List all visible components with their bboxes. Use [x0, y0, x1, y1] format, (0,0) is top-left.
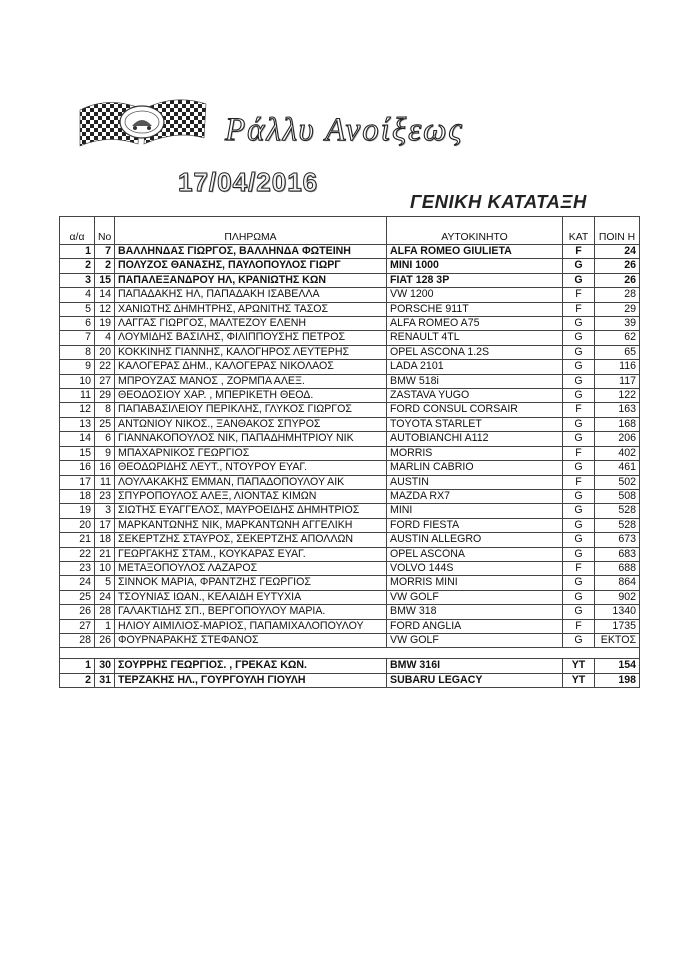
- category-cell: F: [563, 288, 595, 302]
- car-number-cell: 19: [95, 317, 115, 331]
- penalty-cell: 116: [595, 360, 640, 374]
- position-cell: 3: [60, 273, 95, 287]
- penalty-cell: 528: [595, 518, 640, 532]
- car-number-cell: 12: [95, 302, 115, 316]
- table-row: [60, 590, 640, 604]
- car-number-cell: 16: [95, 461, 115, 475]
- position-cell: 21: [60, 533, 95, 547]
- table-row: [60, 446, 640, 460]
- car-number-cell: 14: [95, 288, 115, 302]
- car-number-cell: 20: [95, 345, 115, 359]
- crew-names-cell: ΓΕΩΡΓΑΚΗΣ ΣΤΑΜ., ΚΟΥΚΑΡΑΣ ΕΥΑΓ.: [115, 547, 387, 561]
- crew-names-cell: ΣΕΚΕΡΤΖΗΣ ΣΤΑΥΡΟΣ, ΣΕΚΕΡΤΖΗΣ ΑΠΟΛΛΩΝ: [115, 533, 387, 547]
- crew-names-cell: ΜΠΡΟΥΖΑΣ ΜΑΝΟΣ , ΖΟΡΜΠΑ ΑΛΕΞ.: [115, 374, 387, 388]
- position-cell: 25: [60, 590, 95, 604]
- car-number-cell: 2: [95, 259, 115, 273]
- position-cell: 22: [60, 547, 95, 561]
- header-crew: ΠΛΗΡΩΜΑ: [115, 217, 387, 245]
- penalty-cell: 683: [595, 547, 640, 561]
- car-model-cell: BMW 318: [387, 605, 563, 619]
- position-cell: 6: [60, 317, 95, 331]
- car-model-cell: AUSTIN: [387, 475, 563, 489]
- car-model-cell: VOLVO 144S: [387, 561, 563, 575]
- category-cell: G: [563, 317, 595, 331]
- position-cell: 12: [60, 403, 95, 417]
- category-cell: G: [563, 417, 595, 431]
- car-number-cell: 17: [95, 518, 115, 532]
- position-cell: 15: [60, 446, 95, 460]
- crew-names-cell: ΚΟΚΚΙΝΗΣ ΓΙΑΝΝΗΣ, ΚΑΛΟΓΗΡΟΣ ΛΕΥΤΕΡΗΣ: [115, 345, 387, 359]
- car-model-cell: RENAULT 4TL: [387, 331, 563, 345]
- penalty-cell: 673: [595, 533, 640, 547]
- car-model-cell: FORD FIESTA: [387, 518, 563, 532]
- position-cell: 17: [60, 475, 95, 489]
- category-cell: G: [563, 518, 595, 532]
- crew-names-cell: ΛΟΥΛΑΚΑΚΗΣ ΕΜΜΑΝ, ΠΑΠΑΔΟΠΟΥΛΟΥ ΑΙΚ: [115, 475, 387, 489]
- car-model-cell: FORD ANGLIA: [387, 619, 563, 633]
- car-model-cell: MINI 1000: [387, 259, 563, 273]
- category-cell: F: [563, 403, 595, 417]
- car-model-cell: VW GOLF: [387, 590, 563, 604]
- crew-names-cell: ΚΑΛΟΓΕΡΑΣ ΔΗΜ., ΚΑΛΟΓΕΡΑΣ ΝΙΚΟΛΑΟΣ: [115, 360, 387, 374]
- position-cell: 11: [60, 389, 95, 403]
- position-cell: 4: [60, 288, 95, 302]
- car-number-cell: 24: [95, 590, 115, 604]
- penalty-cell: 39: [595, 317, 640, 331]
- penalty-cell: 29: [595, 302, 640, 316]
- penalty-cell: 1340: [595, 605, 640, 619]
- table-row: [60, 518, 640, 532]
- table-row: [60, 331, 640, 345]
- position-cell: 16: [60, 461, 95, 475]
- category-cell: F: [563, 619, 595, 633]
- penalty-cell: 688: [595, 561, 640, 575]
- car-number-cell: 15: [95, 273, 115, 287]
- category-cell: F: [563, 446, 595, 460]
- results-body: [60, 245, 640, 648]
- crew-names-cell: ΣΙΩΤΗΣ ΕΥΑΓΓΕΛΟΣ, ΜΑΥΡΟΕΙΔΗΣ ΔΗΜΗΤΡΙΟΣ: [115, 504, 387, 518]
- table-row: [60, 403, 640, 417]
- position-cell: 2: [60, 673, 95, 687]
- car-number-cell: 6: [95, 432, 115, 446]
- car-model-cell: BMW 316I: [387, 659, 563, 673]
- crew-names-cell: ΒΑΛΛΗΝΔΑΣ ΓΙΩΡΓΟΣ, ΒΑΛΛΗΝΔΑ ΦΩΤΕΙΝΗ: [115, 245, 387, 259]
- category-cell: G: [563, 576, 595, 590]
- position-cell: 2: [60, 259, 95, 273]
- table-row: [60, 288, 640, 302]
- car-number-cell: 1: [95, 619, 115, 633]
- car-model-cell: MINI: [387, 504, 563, 518]
- position-cell: 1: [60, 245, 95, 259]
- penalty-cell: 28: [595, 288, 640, 302]
- table-row: [60, 302, 640, 316]
- table-row: [60, 475, 640, 489]
- category-cell: F: [563, 561, 595, 575]
- table-row: [60, 605, 640, 619]
- car-number-cell: 23: [95, 489, 115, 503]
- page-title: Ράλλυ Ανοίξεως: [225, 112, 464, 148]
- header-penalty: ΠΟΙΝ Η: [595, 217, 640, 245]
- car-model-cell: OPEL ASCONA: [387, 547, 563, 561]
- category-cell: G: [563, 489, 595, 503]
- position-cell: 7: [60, 331, 95, 345]
- category-cell: G: [563, 504, 595, 518]
- crew-names-cell: ΣΟΥΡΡΗΣ ΓΕΩΡΓΙΟΣ. , ΓΡΕΚΑΣ ΚΩΝ.: [115, 659, 387, 673]
- car-number-cell: 5: [95, 576, 115, 590]
- penalty-cell: 198: [595, 673, 640, 687]
- crew-names-cell: ΘΕΟΔΟΣΙΟΥ ΧΑΡ. , ΜΠΕΡΙΚΕΤΗ ΘΕΟΔ.: [115, 389, 387, 403]
- category-cell: G: [563, 590, 595, 604]
- category-cell: YT: [563, 659, 595, 673]
- table-row: [60, 561, 640, 575]
- position-cell: 13: [60, 417, 95, 431]
- position-cell: 9: [60, 360, 95, 374]
- crew-names-cell: ΠΑΠΑΒΑΣΙΛΕΙΟΥ ΠΕΡΙΚΛΗΣ, ΓΛΥΚΟΣ ΓΙΩΡΓΟΣ: [115, 403, 387, 417]
- penalty-cell: 65: [595, 345, 640, 359]
- table-row: [60, 389, 640, 403]
- car-model-cell: PORSCHE 911T: [387, 302, 563, 316]
- car-model-cell: MARLIN CABRIO: [387, 461, 563, 475]
- table-row: [60, 633, 640, 647]
- table-gap: [60, 648, 640, 659]
- car-model-cell: MORRIS MINI: [387, 576, 563, 590]
- car-model-cell: ZASTAVA YUGO: [387, 389, 563, 403]
- crew-names-cell: ΓΑΛΑΚΤΙΔΗΣ ΣΠ., ΒΕΡΓΟΠΟΥΛΟΥ ΜΑΡΙΑ.: [115, 605, 387, 619]
- table-row: [60, 417, 640, 431]
- category-cell: G: [563, 273, 595, 287]
- penalty-cell: 62: [595, 331, 640, 345]
- position-cell: 27: [60, 619, 95, 633]
- car-number-cell: 27: [95, 374, 115, 388]
- penalty-cell: 1735: [595, 619, 640, 633]
- header-category: ΚΑΤ: [563, 217, 595, 245]
- crew-names-cell: ΧΑΝΙΩΤΗΣ ΔΗΜΗΤΡΗΣ, ΑΡΩΝΙΤΗΣ ΤΑΣΟΣ: [115, 302, 387, 316]
- crew-names-cell: ΤΣΟΥΝΙΑΣ ΙΩΑΝ., ΚΕΛΑΙΔΗ ΕΥΤΥΧΙΑ: [115, 590, 387, 604]
- header-car: ΑΥΤΟΚΙΝΗΤΟ: [387, 217, 563, 245]
- table-header-row: [60, 217, 640, 245]
- category-cell: G: [563, 259, 595, 273]
- category-cell: G: [563, 432, 595, 446]
- car-model-cell: AUTOBIANCHI A112: [387, 432, 563, 446]
- category-cell: G: [563, 633, 595, 647]
- car-number-cell: 25: [95, 417, 115, 431]
- crew-names-cell: ΠΑΠΑΔΑΚΗΣ ΗΛ, ΠΑΠΑΔΑΚΗ ΙΣΑΒΕΛΛΑ: [115, 288, 387, 302]
- position-cell: 23: [60, 561, 95, 575]
- classification-subtitle: ΓΕΝΙΚΗ ΚΑΤΑΤΑΞΗ: [410, 191, 587, 212]
- crew-names-cell: ΜΕΤΑΞΟΠΟΥΛΟΣ ΛΑΖΑΡΟΣ: [115, 561, 387, 575]
- penalty-cell: 402: [595, 446, 640, 460]
- penalty-cell: 168: [595, 417, 640, 431]
- crew-names-cell: ΑΝΤΩΝΙΟΥ ΝΙΚΟΣ., ΞΑΝΘΑΚΟΣ ΣΠΥΡΟΣ: [115, 417, 387, 431]
- car-number-cell: 4: [95, 331, 115, 345]
- penalty-cell: 117: [595, 374, 640, 388]
- position-cell: 19: [60, 504, 95, 518]
- category-cell: G: [563, 374, 595, 388]
- category-cell: G: [563, 547, 595, 561]
- table-row: [60, 317, 640, 331]
- crew-names-cell: ΠΟΛΥΖΟΣ ΘΑΝΑΣΗΣ, ΠΑΥΛΟΠΟΥΛΟΣ ΓΙΩΡΓ: [115, 259, 387, 273]
- table-row: [60, 245, 640, 259]
- penalty-cell: 508: [595, 489, 640, 503]
- table-row: [60, 374, 640, 388]
- crew-names-cell: ΠΑΠΑΛΕΞΑΝΔΡΟΥ ΗΛ, ΚΡΑΝΙΩΤΗΣ ΚΩΝ: [115, 273, 387, 287]
- category-cell: G: [563, 331, 595, 345]
- car-model-cell: BMW 518i: [387, 374, 563, 388]
- table-row: [60, 504, 640, 518]
- penalty-cell: 154: [595, 659, 640, 673]
- car-number-cell: 11: [95, 475, 115, 489]
- car-model-cell: ALFA ROMEO GIULIETA: [387, 245, 563, 259]
- position-cell: 18: [60, 489, 95, 503]
- penalty-cell: 528: [595, 504, 640, 518]
- position-cell: 1: [60, 659, 95, 673]
- car-model-cell: FIAT 128 3P: [387, 273, 563, 287]
- table-row: [60, 673, 640, 687]
- category-cell: G: [563, 360, 595, 374]
- position-cell: 14: [60, 432, 95, 446]
- car-model-cell: SUBARU LEGACY: [387, 673, 563, 687]
- yt-results-body: [60, 659, 640, 688]
- position-cell: 28: [60, 633, 95, 647]
- crew-names-cell: ΤΕΡΖΑΚΗΣ ΗΛ., ΓΟΥΡΓΟΥΛΗ ΓΙΟΥΛΗ: [115, 673, 387, 687]
- penalty-cell: 26: [595, 273, 640, 287]
- penalty-cell: 502: [595, 475, 640, 489]
- table-row: [60, 273, 640, 287]
- crew-names-cell: ΜΑΡΚΑΝΤΩΝΗΣ ΝΙΚ, ΜΑΡΚΑΝΤΩΝΗ ΑΓΓΕΛΙΚΗ: [115, 518, 387, 532]
- position-cell: 5: [60, 302, 95, 316]
- penalty-cell: 163: [595, 403, 640, 417]
- rally-logo-icon: [78, 88, 208, 158]
- table-row: [60, 489, 640, 503]
- car-number-cell: 10: [95, 561, 115, 575]
- category-cell: G: [563, 605, 595, 619]
- car-number-cell: 21: [95, 547, 115, 561]
- crew-names-cell: ΛΟΥΜΙΔΗΣ ΒΑΣΙΛΗΣ, ΦΙΛΙΠΠΟΥΣΗΣ ΠΕΤΡΟΣ: [115, 331, 387, 345]
- crew-names-cell: ΗΛΙΟΥ ΑΙΜΙΛΙΟΣ-ΜΑΡΙΟΣ, ΠΑΠΑΜΙΧΑΛΟΠΟΥΛΟΥ: [115, 619, 387, 633]
- table-row: [60, 259, 640, 273]
- category-cell: YT: [563, 673, 595, 687]
- car-model-cell: VW 1200: [387, 288, 563, 302]
- position-cell: 10: [60, 374, 95, 388]
- table-row: [60, 547, 640, 561]
- category-cell: G: [563, 345, 595, 359]
- penalty-cell: ΕΚΤΟΣ: [595, 633, 640, 647]
- car-model-cell: ALFA ROMEO A75: [387, 317, 563, 331]
- table-row: [60, 360, 640, 374]
- crew-names-cell: ΛΑΓΓΑΣ ΓΙΩΡΓΟΣ, ΜΑΛΤΕΖΟΥ ΕΛΕΝΗ: [115, 317, 387, 331]
- crew-names-cell: ΣΙΝΝΟΚ ΜΑΡΙΑ, ΦΡΑΝΤΖΗΣ ΓΕΩΡΓΙΟΣ: [115, 576, 387, 590]
- header-no: Νο: [95, 217, 115, 245]
- crew-names-cell: ΣΠΥΡΟΠΟΥΛΟΣ ΑΛΕΞ, ΛΙΟΝΤΑΣ ΚΙΜΩΝ: [115, 489, 387, 503]
- car-model-cell: FORD CONSUL CORSAIR: [387, 403, 563, 417]
- car-model-cell: AUSTIN ALLEGRO: [387, 533, 563, 547]
- table-row: [60, 461, 640, 475]
- car-number-cell: 22: [95, 360, 115, 374]
- crew-names-cell: ΓΙΑΝΝΑΚΟΠΟΥΛΟΣ ΝΙΚ, ΠΑΠΑΔΗΜΗΤΡΙΟΥ ΝΙΚ: [115, 432, 387, 446]
- car-number-cell: 26: [95, 633, 115, 647]
- car-model-cell: MAZDA RX7: [387, 489, 563, 503]
- penalty-cell: 122: [595, 389, 640, 403]
- category-cell: F: [563, 245, 595, 259]
- category-cell: G: [563, 461, 595, 475]
- table-row: [60, 345, 640, 359]
- crew-names-cell: ΘΕΟΔΩΡΙΔΗΣ ΛΕΥΤ., ΝΤΟΥΡΟΥ ΕΥΑΓ.: [115, 461, 387, 475]
- car-number-cell: 9: [95, 446, 115, 460]
- results-table: [59, 216, 640, 688]
- car-number-cell: 18: [95, 533, 115, 547]
- category-cell: G: [563, 533, 595, 547]
- car-model-cell: LADA 2101: [387, 360, 563, 374]
- penalty-cell: 24: [595, 245, 640, 259]
- car-number-cell: 8: [95, 403, 115, 417]
- category-cell: G: [563, 389, 595, 403]
- table-row: [60, 432, 640, 446]
- position-cell: 8: [60, 345, 95, 359]
- position-cell: 24: [60, 576, 95, 590]
- table-row: [60, 533, 640, 547]
- category-cell: F: [563, 302, 595, 316]
- position-cell: 26: [60, 605, 95, 619]
- crew-names-cell: ΦΟΥΡΝΑΡΑΚΗΣ ΣΤΕΦΑΝΟΣ: [115, 633, 387, 647]
- penalty-cell: 461: [595, 461, 640, 475]
- table-row: [60, 576, 640, 590]
- car-number-cell: 30: [95, 659, 115, 673]
- car-number-cell: 28: [95, 605, 115, 619]
- table-row: [60, 619, 640, 633]
- category-cell: F: [563, 475, 595, 489]
- car-model-cell: VW GOLF: [387, 633, 563, 647]
- car-model-cell: OPEL ASCONA 1.2S: [387, 345, 563, 359]
- penalty-cell: 206: [595, 432, 640, 446]
- car-number-cell: 29: [95, 389, 115, 403]
- header-aa: α/α: [60, 217, 95, 245]
- position-cell: 20: [60, 518, 95, 532]
- car-number-cell: 3: [95, 504, 115, 518]
- car-number-cell: 31: [95, 673, 115, 687]
- event-date: 17/04/2016: [178, 167, 319, 197]
- car-model-cell: MORRIS: [387, 446, 563, 460]
- table-row: [60, 659, 640, 673]
- penalty-cell: 864: [595, 576, 640, 590]
- car-model-cell: TOYOTA STARLET: [387, 417, 563, 431]
- penalty-cell: 902: [595, 590, 640, 604]
- car-number-cell: 7: [95, 245, 115, 259]
- penalty-cell: 26: [595, 259, 640, 273]
- crew-names-cell: ΜΠΑΧΑΡΝΙΚΟΣ ΓΕΩΡΓΙΟΣ: [115, 446, 387, 460]
